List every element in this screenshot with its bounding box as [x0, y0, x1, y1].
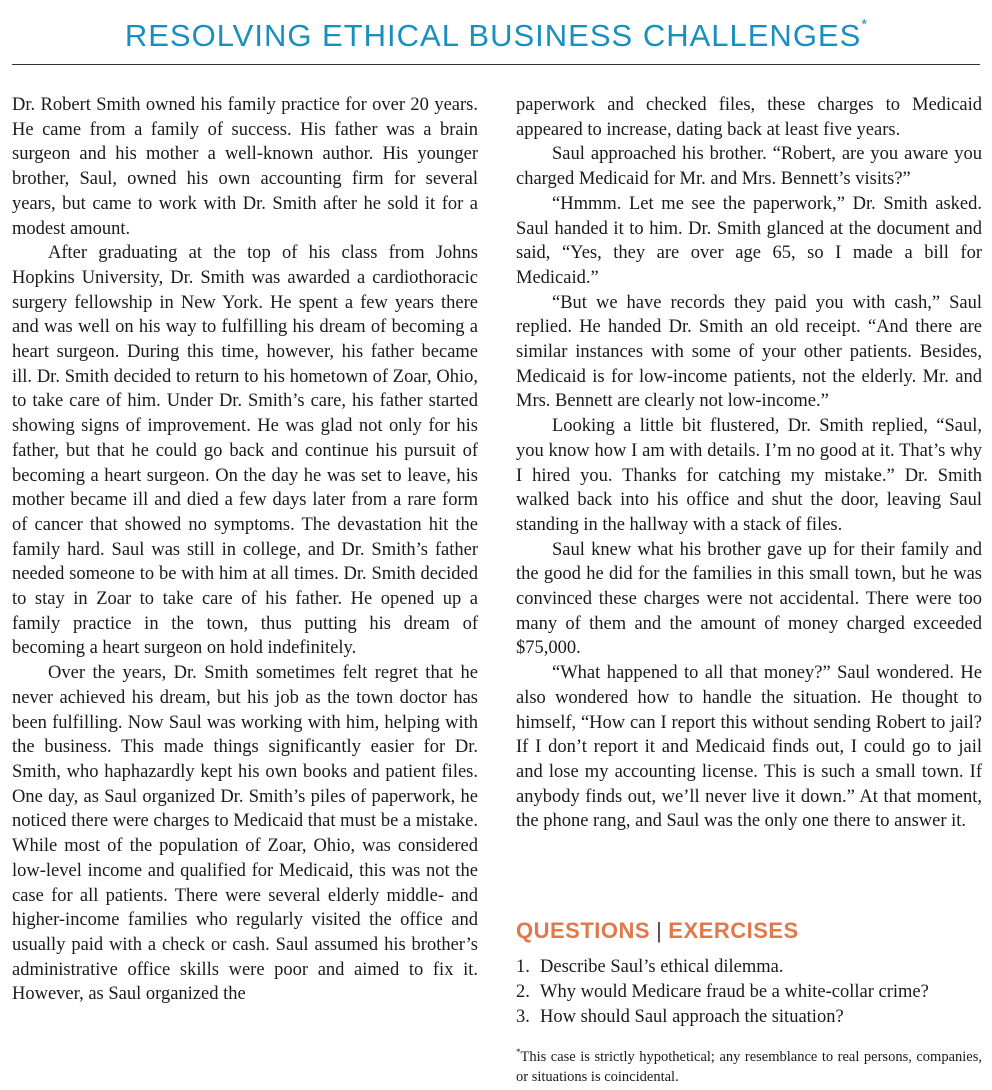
list-item	[516, 955, 986, 980]
questions-heading	[516, 918, 799, 944]
title-footnote-mark: *	[861, 16, 868, 33]
paragraph: paperwork and checked files, these charges to Medicaid appeared to increase, dating back at least five years.	[516, 95, 982, 140]
item-text: Why would Medicare fraud be a white-collar crime?	[540, 982, 929, 1002]
item-number: 3.	[516, 1007, 530, 1027]
right-column	[516, 93, 982, 834]
paragraph: Over the years, Dr. Smith sometimes felt regret that he never achieved his dream, but his job as the town doctor has been fulfilling. Now Saul was working with him, helping with the business. This made things significantly easier for Dr. Smith, who haphazardly kept his own books and patient files. One day, as Saul organized Dr. Smith’s piles of paperwork, he noticed there were charges to Medicaid that must be a mistake. While most of the population of Zoar, Ohio, was considered low-level income and qualified for Medicaid, this was not the case for all patients. There were several elderly middle- and higher-income families who regularly visited the office and usually paid with a check or cash. Saul assumed his brother’s administrative office skills were poor and aimed to fix it. However, as Saul organized the	[12, 663, 478, 1005]
questions-label: QUESTIONS	[516, 918, 651, 943]
heading-separator: |	[656, 918, 663, 943]
item-text: Describe Saul’s ethical dilemma.	[540, 957, 784, 977]
item-text: How should Saul approach the situation?	[540, 1007, 844, 1027]
paragraph: “What happened to all that money?” Saul wondered. He also wondered how to handle the situation. He thought to himself, “How can I report this without sending Robert to jail? If I don’t report it and Medicaid finds out, I could go to jail and lose my accounting license. This is such a small town. If anybody finds out, we’ll never live it down.” At that moment, the phone rang, and Saul was the only one there to answer it.	[516, 663, 982, 832]
paragraph: “Hmmm. Let me see the paperwork,” Dr. Smith asked. Saul handed it to him. Dr. Smith glanced at the document and said, “Yes, they are over age 65, so I made a bill for Medicaid.”	[516, 193, 982, 288]
footnote	[516, 1042, 982, 1087]
paragraph: “But we have records they paid you with cash,” Saul replied. He handed Dr. Smith an old receipt. “And there are similar instances with some of your other patients. Besides, Medicaid is for low-income patients, not the elderly. Mr. and Mrs. Bennett are clearly not low-income.”	[516, 292, 982, 412]
paragraph: Saul knew what his brother gave up for their family and the good he did for the families in this small town, but he was convinced these charges were not accidental. There were too many of them and the amount of money charged exceeded $75,000.	[516, 539, 982, 659]
exercises-label: EXERCISES	[668, 918, 799, 943]
item-number: 1.	[516, 957, 530, 977]
left-column	[12, 93, 478, 1007]
paragraph: Saul approached his brother. “Robert, are you aware you charged Medicaid for Mr. and Mrs. Bennett’s visits?”	[516, 144, 982, 190]
page-title	[0, 18, 992, 54]
paragraph: After graduating at the top of his class from Johns Hopkins University, Dr. Smith was awarded a cardiothoracic surgery fellowship in New York. He spent a few years there and was well on his way to fulfilling his dream of becoming a heart surgeon. During this time, however, his father became ill. Dr. Smith decided to return to his hometown of Zoar, Ohio, to take care of him. Under Dr. Smith’s care, his father started showing signs of improvement. He was glad not only for his father, but that he could go back and continue his pursuit of becoming a heart surgeon. On the day he was set to leave, his mother became ill and died a few days later from a rare form of cancer that showed no symptoms. The devastation hit the family hard. Saul was still in college, and Dr. Smith’s father needed someone to be with him at all times. Dr. Smith decided to stay in Zoar to take care of his father. He opened up a family practice in the town, thus putting his dream of becoming a heart surgeon on hold indefinitely.	[12, 243, 478, 659]
paragraph: Dr. Robert Smith owned his family practice for over 20 years. He came from a family of success. His father was a brain surgeon and his mother a well-known author. His younger brother, Saul, owned his own accounting firm for several years, but came to work with Dr. Smith after he sold it for a modest amount.	[12, 95, 478, 239]
paragraph: Looking a little bit flustered, Dr. Smith replied, “Saul, you know how I am with details. I’m no good at it. That’s why I hired you. Thanks for catching my mistake.” Dr. Smith walked back into his office and shut the door, leaving Saul standing in the hallway with a stack of files.	[516, 416, 982, 535]
title-divider	[12, 64, 980, 65]
footnote-mark: *	[516, 1047, 521, 1057]
questions-list	[516, 955, 986, 1030]
page-title-text: RESOLVING ETHICAL BUSINESS CHALLENGES	[124, 18, 862, 53]
item-number: 2.	[516, 982, 530, 1002]
list-item	[516, 1005, 986, 1030]
footnote-text: This case is strictly hypothetical; any resemblance to real persons, companies, or situations is coincidental.	[516, 1048, 982, 1085]
list-item	[516, 980, 986, 1005]
